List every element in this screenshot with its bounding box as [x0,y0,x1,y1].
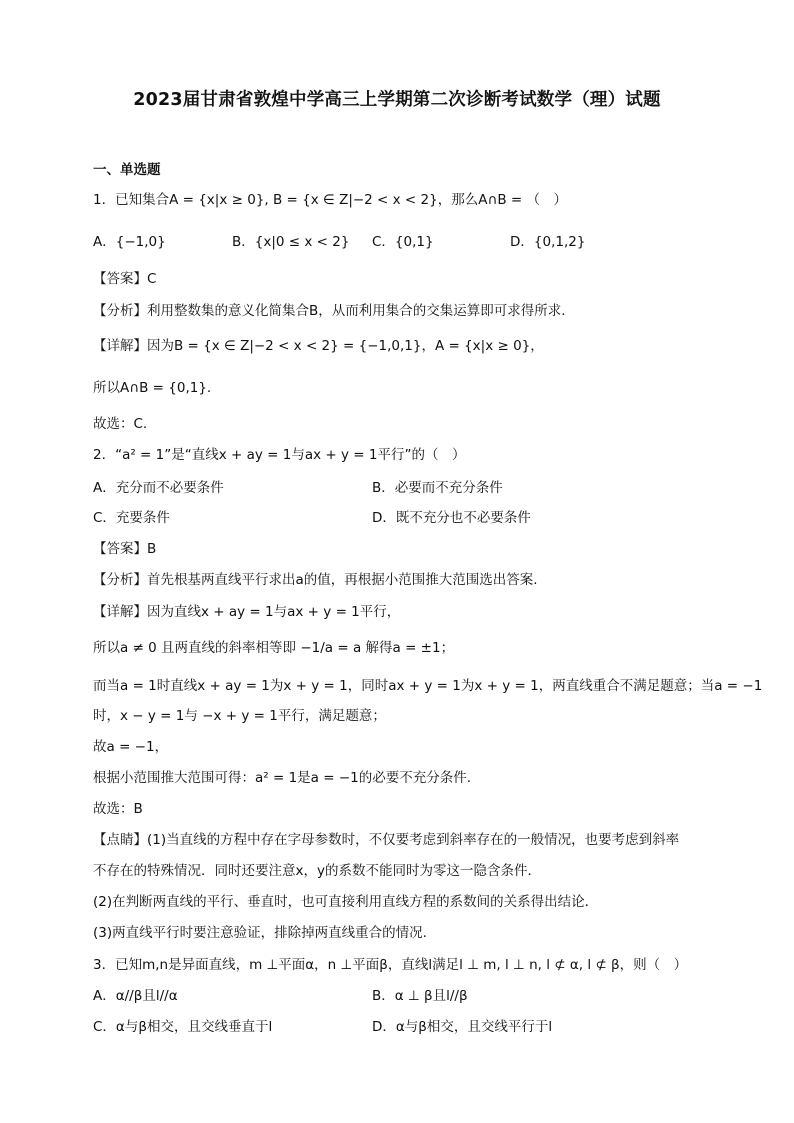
q3-option-c: C．α与β相交，且交线垂直于l [93,1019,273,1035]
q2-option-b: B．必要而不充分条件 [372,480,503,496]
q1-option-a: A．{−1,0} [93,234,166,250]
q1-choice: 故选：C. [93,416,148,432]
q1-option-b: B．{x|0 ≤ x < 2} [232,234,350,250]
q2-option-d: D．既不充分也不必要条件 [372,510,531,526]
q1-option-d: D．{0,1,2} [510,234,586,250]
q2-detail-2: 所以a ≠ 0 且两直线的斜率相等即 −1/a = a 解得a = ±1； [93,640,455,656]
q1-analysis: 【分析】利用整数集的意义化简集合B，从而利用集合的交集运算即可求得所求. [93,303,566,319]
q3-option-d: D．α与β相交，且交线平行于l [372,1019,553,1035]
q2-option-c: C．充要条件 [93,510,170,526]
q2-note-3: (2)在判断两直线的平行、垂直时，也可直接利用直线方程的系数间的关系得出结论． [93,894,599,910]
q2-analysis: 【分析】首先根基两直线平行求出a的值，再根据小范围推大范围选出答案. [93,572,538,588]
q1-option-c: C．{0,1} [372,234,434,250]
q1-detail: 【详解】因为B = {x ∈ Z|−2 < x < 2} = {−1,0,1}，A = {x|x ≥ 0}， [93,338,544,354]
q2-answer: 【答案】B [93,541,157,557]
q1-detail-conclusion: 所以A∩B = {0,1}. [93,380,212,396]
q2-detail-6: 根据小范围推大范围可得：a² = 1是a = −1的必要不充分条件. [93,770,472,786]
q3-stem: 3．已知m,n是异面直线，m ⊥平面α，n ⊥平面β，直线l满足l ⊥ m, l ⊥ n, l ⊄ α, l ⊄ β，则（ ） [93,957,688,973]
document-title: 2023届甘肃省敦煌中学高三上学期第二次诊断考试数学（理）试题 [133,90,661,110]
q2-option-a: A．充分而不必要条件 [93,480,224,496]
q2-detail-1: 【详解】因为直线x + ay = 1与ax + y = 1平行， [93,604,401,620]
q2-detail-5: 故a = −1， [93,739,169,755]
q1-stem: 1．已知集合A = {x|x ≥ 0}, B = {x ∈ Z|−2 < x < 2}，那么A∩B = （ ） [93,192,567,208]
q3-option-a: A．α//β且l//α [93,988,178,1004]
q1-answer: 【答案】C [93,271,157,287]
q2-note-1: 【点睛】(1)当直线的方程中存在字母参数时，不仅要考虑到斜率存在的一般情况，也要考虑到斜率 [93,832,680,848]
q2-note-2: 不存在的特殊情况．同时还要注意x，y的系数不能同时为零这一隐含条件． [93,863,541,879]
section-heading: 一、单选题 [93,162,161,178]
q3-option-b: B．α ⊥ β且l//β [372,988,468,1004]
q2-detail-3: 而当a = 1时直线x + ay = 1为x + y = 1，同时ax + y = 1为x + y = 1，两直线重合不满足题意；当a = −1 [93,678,763,694]
q2-note-4: (3)两直线平行时要注意验证，排除掉两直线重合的情况. [93,925,427,941]
q2-detail-4: 时，x − y = 1与 −x + y = 1平行，满足题意； [93,708,386,724]
q2-stem: 2．“a² = 1”是“直线x + ay = 1与ax + y = 1平行”的（ ） [93,447,466,463]
q2-choice: 故选：B [93,801,143,817]
